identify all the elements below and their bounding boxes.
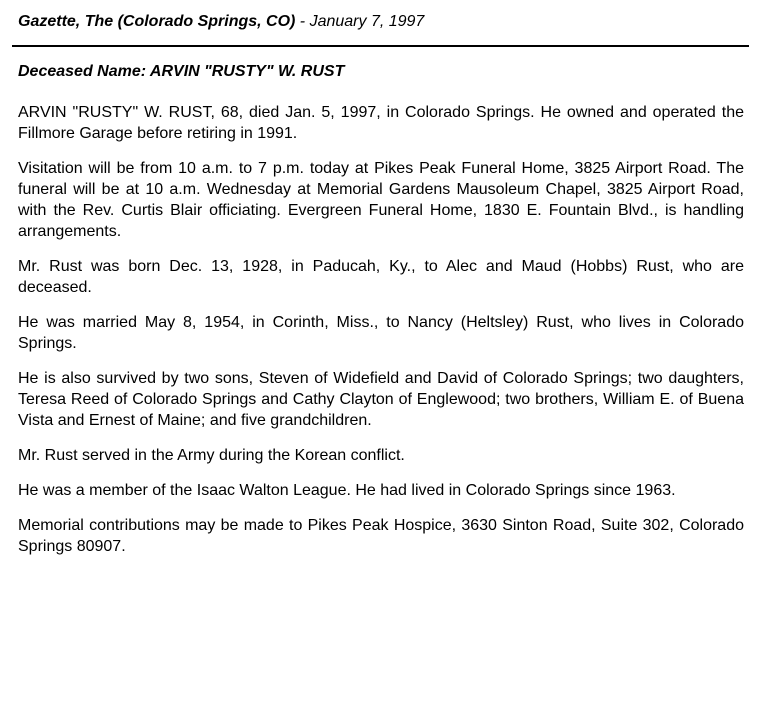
obituary-paragraph-2: Visitation will be from 10 a.m. to 7 p.m. today at Pikes Peak Funeral Home, 3825 Airport Road. The funeral will be at 10 a.m. Wednesday at Memorial Gardens Mausoleum Chapel, 3825 Airport Road, with the Rev. Curtis Blair officiating. Evergreen Funeral Home, 1830 E. Fountain Blvd., is handling arrangements. [18, 160, 744, 240]
publication-date: January 7, 1997 [309, 13, 425, 30]
publication-header [18, 12, 424, 32]
obituary-paragraph-5: He is also survived by two sons, Steven of Widefield and David of Colorado Springs; two daughters, Teresa Reed of Colorado Springs and Cathy Clayton of Englewood; two brothers, William E. of Buena Vista and Ernest of Maine; and five grandchildren. [18, 370, 744, 429]
header-divider [12, 45, 749, 47]
obituary-body [18, 102, 744, 571]
obituary-paragraph-8: Memorial contributions may be made to Pikes Peak Hospice, 3630 Sinton Road, Suite 302, Colorado Springs 80907. [18, 517, 744, 555]
obituary-paragraph-3: Mr. Rust was born Dec. 13, 1928, in Paducah, Ky., to Alec and Maud (Hobbs) Rust, who are deceased. [18, 258, 744, 296]
deceased-name: Deceased Name: ARVIN "RUSTY" W. RUST [18, 63, 345, 80]
obituary-paragraph-7: He was a member of the Isaac Walton League. He had lived in Colorado Springs since 1963. [18, 482, 676, 499]
obituary-paragraph-6: Mr. Rust served in the Army during the Korean conflict. [18, 447, 405, 464]
obituary-paragraph-4: He was married May 8, 1954, in Corinth, Miss., to Nancy (Heltsley) Rust, who lives in Colorado Springs. [18, 314, 744, 352]
obituary-paragraph-1: ARVIN "RUSTY" W. RUST, 68, died Jan. 5, 1997, in Colorado Springs. He owned and operated the Fillmore Garage before retiring in 1991. [18, 104, 744, 142]
publication-source: Gazette, The (Colorado Springs, CO) [18, 13, 296, 30]
header-separator: - [295, 13, 310, 30]
